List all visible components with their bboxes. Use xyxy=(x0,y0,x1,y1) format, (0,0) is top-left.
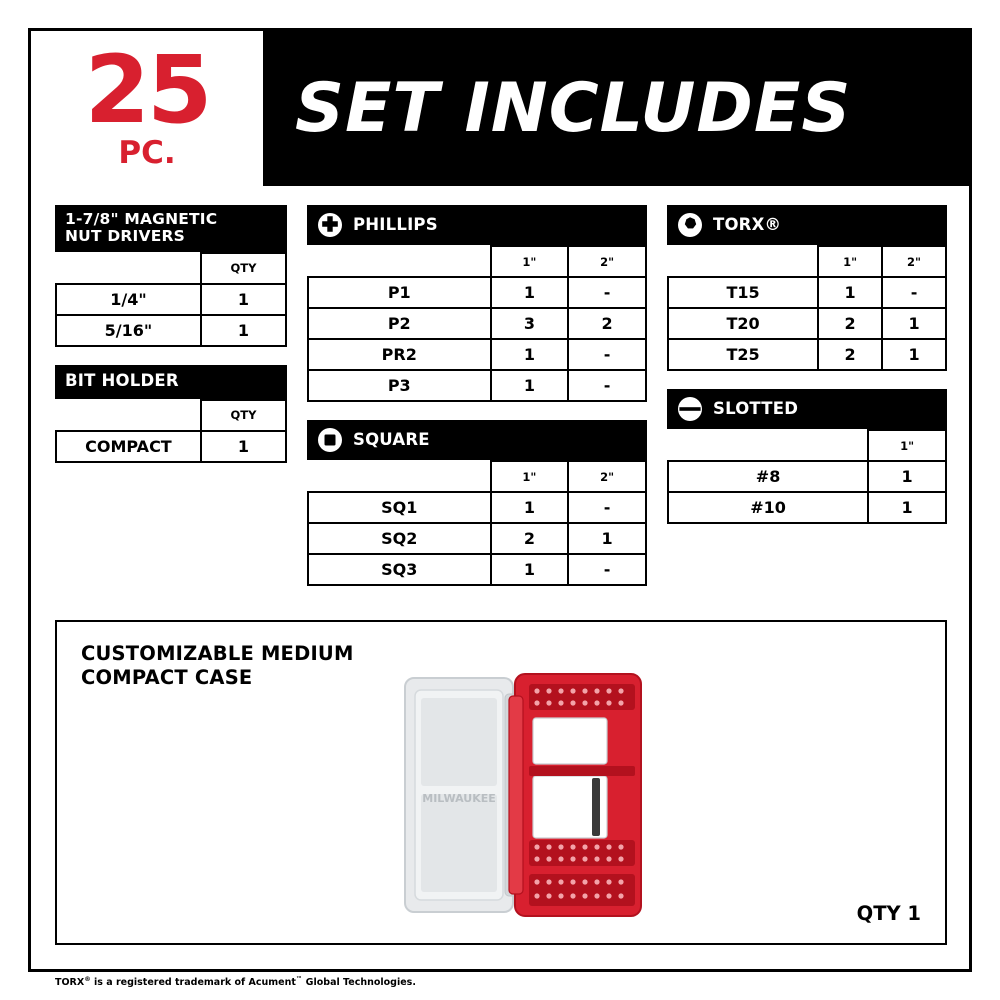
case-base-red xyxy=(509,674,641,916)
table-header-row xyxy=(668,430,946,461)
row-qty-1in: 1 xyxy=(491,370,569,401)
row-qty: 1 xyxy=(201,284,286,315)
table-row xyxy=(308,277,646,308)
piece-count-number: 25 xyxy=(84,36,210,146)
table-header-row xyxy=(56,400,286,431)
table-row xyxy=(308,523,646,554)
column-left xyxy=(55,205,287,481)
row-qty-1in: 2 xyxy=(818,308,882,339)
case-title-line2: COMPACT CASE xyxy=(81,665,253,689)
spacer-cell xyxy=(308,246,491,277)
square-title: SQUARE xyxy=(353,429,430,449)
row-label: P3 xyxy=(308,370,491,401)
table-header-row xyxy=(308,461,646,492)
row-qty-1in: 1 xyxy=(491,339,569,370)
table-header-row xyxy=(668,246,946,277)
row-qty-2in: - xyxy=(568,370,646,401)
row-qty-2in: - xyxy=(568,339,646,370)
length-1in-header: 1" xyxy=(868,430,946,461)
row-qty-2in: 1 xyxy=(882,339,946,370)
phillips-bit-icon xyxy=(317,212,343,238)
column-middle xyxy=(307,205,647,604)
row-label: 5/16" xyxy=(56,315,201,346)
table-row xyxy=(668,461,946,492)
table-row xyxy=(668,339,946,370)
qty-column-header: QTY xyxy=(201,400,286,431)
row-qty-2in: 2 xyxy=(568,308,646,339)
slotted-header xyxy=(667,389,947,429)
row-qty-1in: 1 xyxy=(491,277,569,308)
length-1in-header: 1" xyxy=(491,461,569,492)
row-label: #10 xyxy=(668,492,868,523)
square-table xyxy=(307,460,647,586)
footnote-end: Global Technologies. xyxy=(302,977,416,988)
bit-holder-title: BIT HOLDER xyxy=(65,371,179,391)
nut-drivers-title xyxy=(65,211,217,246)
footnote-sup-trademark: ™ xyxy=(295,974,303,983)
case-title-line1: CUSTOMIZABLE MEDIUM xyxy=(81,642,354,665)
case-lid-clear xyxy=(405,678,517,912)
row-label: #8 xyxy=(668,461,868,492)
row-label: SQ3 xyxy=(308,554,491,585)
length-2in-header: 2" xyxy=(568,246,646,277)
piece-count-block xyxy=(31,31,263,186)
page-title: SET INCLUDES xyxy=(295,68,852,148)
row-qty: 1 xyxy=(201,315,286,346)
table-row xyxy=(56,431,286,462)
table-row xyxy=(308,554,646,585)
phillips-title: PHILLIPS xyxy=(353,214,438,234)
case-qty: QTY 1 xyxy=(856,902,921,925)
phillips-table xyxy=(307,245,647,402)
nut-drivers-table xyxy=(55,252,287,347)
row-label: T20 xyxy=(668,308,818,339)
section-bit-holder xyxy=(55,365,287,463)
row-label: T25 xyxy=(668,339,818,370)
row-qty-2in: - xyxy=(882,277,946,308)
section-slotted xyxy=(667,389,947,524)
trademark-footnote xyxy=(55,975,416,988)
spacer-cell xyxy=(668,246,818,277)
table-row xyxy=(668,492,946,523)
row-qty-2in: - xyxy=(568,277,646,308)
row-qty-2in: 1 xyxy=(568,523,646,554)
row-qty-1in: 2 xyxy=(491,523,569,554)
table-row xyxy=(668,277,946,308)
bit-holder-table xyxy=(55,399,287,463)
table-row xyxy=(56,284,286,315)
header-banner xyxy=(31,31,969,186)
footnote-sup-registered: ® xyxy=(84,974,91,983)
column-right xyxy=(667,205,947,542)
length-2in-header: 2" xyxy=(568,461,646,492)
row-qty-2in: 1 xyxy=(882,308,946,339)
row-qty-1in: 1 xyxy=(491,492,569,523)
qty-column-header: QTY xyxy=(201,253,286,284)
spacer-cell xyxy=(56,253,201,284)
torx-bit-icon xyxy=(677,212,703,238)
length-1in-header: 1" xyxy=(818,246,882,277)
svg-text:MILWAUKEE: MILWAUKEE xyxy=(422,792,496,805)
header-title-bar xyxy=(263,31,969,186)
case-illustration xyxy=(387,670,687,920)
case-title xyxy=(81,642,354,690)
bit-holder-header xyxy=(55,365,287,399)
spacer-cell xyxy=(56,400,201,431)
row-qty-1in: 1 xyxy=(868,461,946,492)
table-row xyxy=(308,492,646,523)
section-phillips xyxy=(307,205,647,402)
row-label: SQ2 xyxy=(308,523,491,554)
section-square xyxy=(307,420,647,586)
row-qty-1in: 2 xyxy=(818,339,882,370)
slotted-bit-icon xyxy=(677,396,703,422)
piece-count-unit: PC. xyxy=(118,134,176,171)
table-row xyxy=(308,308,646,339)
spacer-cell xyxy=(668,430,868,461)
row-qty-1in: 1 xyxy=(818,277,882,308)
row-qty-1in: 1 xyxy=(491,554,569,585)
case-panel xyxy=(55,620,947,945)
row-qty-1in: 3 xyxy=(491,308,569,339)
row-label: P2 xyxy=(308,308,491,339)
row-label: 1/4" xyxy=(56,284,201,315)
footnote-mid: is a registered trademark of Acument xyxy=(90,977,296,988)
torx-table xyxy=(667,245,947,371)
torx-header xyxy=(667,205,947,245)
section-torx xyxy=(667,205,947,371)
row-qty-2in: - xyxy=(568,492,646,523)
footnote-torx: TORX xyxy=(55,977,85,988)
row-label: SQ1 xyxy=(308,492,491,523)
slotted-table xyxy=(667,429,947,524)
table-row xyxy=(668,308,946,339)
spacer-cell xyxy=(308,461,491,492)
length-2in-header: 2" xyxy=(882,246,946,277)
nut-drivers-title-line1: 1-7/8" MAGNETIC xyxy=(65,210,218,228)
section-nut-drivers xyxy=(55,205,287,347)
row-label: T15 xyxy=(668,277,818,308)
row-qty: 1 xyxy=(201,431,286,462)
table-row xyxy=(308,339,646,370)
row-label: PR2 xyxy=(308,339,491,370)
row-label: P1 xyxy=(308,277,491,308)
slotted-title: SLOTTED xyxy=(713,398,799,418)
row-qty-1in: 1 xyxy=(868,492,946,523)
table-header-row xyxy=(56,253,286,284)
length-1in-header: 1" xyxy=(491,246,569,277)
phillips-header xyxy=(307,205,647,245)
square-header xyxy=(307,420,647,460)
table-row xyxy=(56,315,286,346)
table-header-row xyxy=(308,246,646,277)
torx-title: TORX® xyxy=(713,214,782,234)
row-qty-2in: - xyxy=(568,554,646,585)
row-label: COMPACT xyxy=(56,431,201,462)
square-bit-icon xyxy=(317,427,343,453)
nut-drivers-title-line2: NUT DRIVERS xyxy=(65,227,185,246)
table-row xyxy=(308,370,646,401)
nut-drivers-header xyxy=(55,205,287,252)
